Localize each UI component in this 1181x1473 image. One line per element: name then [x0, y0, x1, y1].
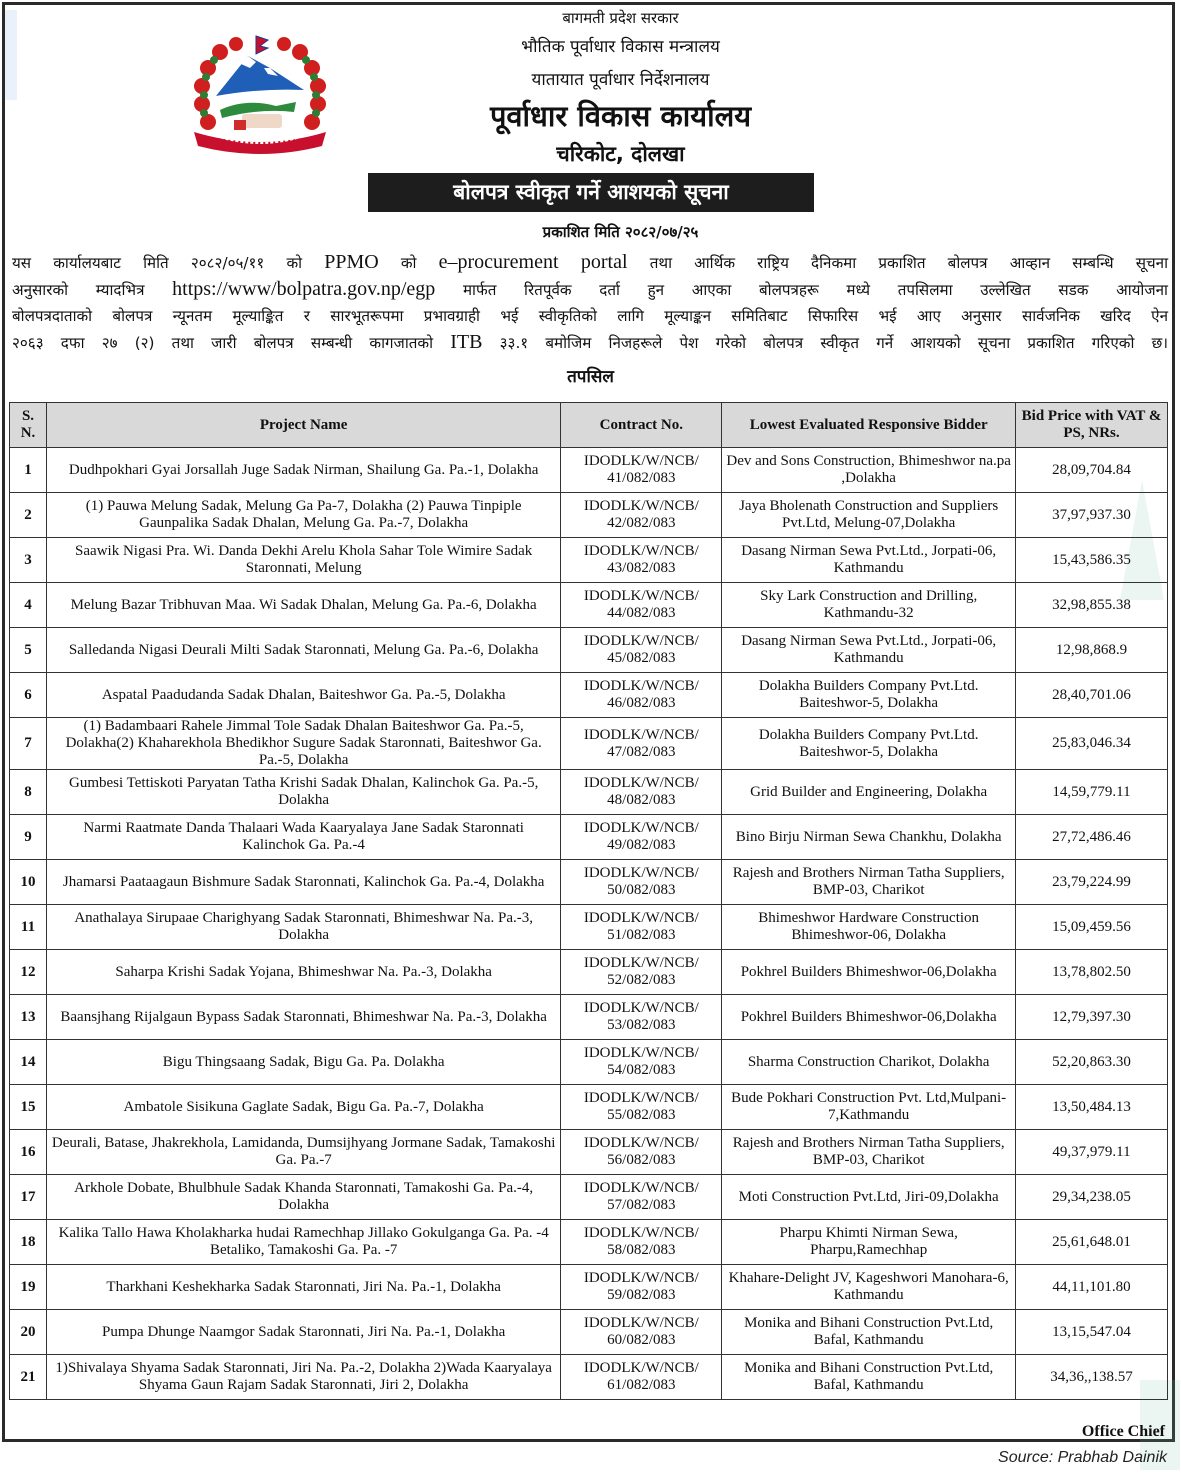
cell-contract: IDODLK/W/NCB/ 59/082/083: [561, 1265, 722, 1310]
table-row: [10, 583, 1168, 628]
cell-contract: IDODLK/W/NCB/ 47/082/083: [561, 718, 722, 770]
cell-contract: IDODLK/W/NCB/ 60/082/083: [561, 1310, 722, 1355]
cell-project: Ambatole Sisikuna Gaglate Sadak, Bigu Ga. Pa.-7, Dolakha: [46, 1085, 560, 1130]
cell-bidder: Bhimeshwor Hardware Construction Bhimeshwor-06, Dolakha: [722, 905, 1016, 950]
cell-contract: IDODLK/W/NCB/ 54/082/083: [561, 1040, 722, 1085]
section-title: तपसिल: [567, 367, 614, 387]
cell-contract: IDODLK/W/NCB/ 41/082/083: [561, 448, 722, 493]
intro-line-2: अनुसारको म्यादभित्र https://www/bolpatra.gov.np/egp मार्फत रितपूर्वक दर्ता हुन आएका बोलपत्रहरू मध्ये तपसिलमा उल्लेखित सडक आयोजना: [12, 278, 1168, 300]
table-row: [10, 995, 1168, 1040]
signature-office-chief: Office Chief: [1081, 1423, 1165, 1440]
cell-contract: IDODLK/W/NCB/ 58/082/083: [561, 1220, 722, 1265]
cell-contract: IDODLK/W/NCB/ 52/082/083: [561, 950, 722, 995]
cell-sn: 6: [10, 673, 47, 718]
cell-bidder: Rajesh and Brothers Nirman Tatha Suppliers, BMP-03, Charikot: [722, 1130, 1016, 1175]
cell-sn: 12: [10, 950, 47, 995]
table-row: [10, 448, 1168, 493]
cell-sn: 7: [10, 718, 47, 770]
cell-price: 29,34,238.05: [1016, 1175, 1168, 1220]
cell-contract: IDODLK/W/NCB/ 45/082/083: [561, 628, 722, 673]
cell-bidder: Pokhrel Builders Bhimeshwor-06,Dolakha: [722, 995, 1016, 1040]
cell-project: Jhamarsi Paataagaun Bishmure Sadak Staronnati, Kalinchok Ga. Pa.-4, Dolakha: [46, 860, 560, 905]
cell-price: 15,43,586.35: [1016, 538, 1168, 583]
cell-price: 13,78,802.50: [1016, 950, 1168, 995]
table-row: [10, 1310, 1168, 1355]
cell-sn: 17: [10, 1175, 47, 1220]
table-row: [10, 1040, 1168, 1085]
cell-bidder: Grid Builder and Engineering, Dolakha: [722, 770, 1016, 815]
cell-contract: IDODLK/W/NCB/ 53/082/083: [561, 995, 722, 1040]
cell-bidder: Dolakha Builders Company Pvt.Ltd. Baiteshwor-5, Dolakha: [722, 673, 1016, 718]
cell-price: 13,50,484.13: [1016, 1085, 1168, 1130]
cell-project: Bigu Thingsaang Sadak, Bigu Ga. Pa. Dolakha: [46, 1040, 560, 1085]
table-row: [10, 815, 1168, 860]
cell-project: Saawik Nigasi Pra. Wi. Danda Dekhi Arelu Khola Sahar Tole Wimire Sadak Staronnati, Melung: [46, 538, 560, 583]
cell-contract: IDODLK/W/NCB/ 49/082/083: [561, 815, 722, 860]
cell-price: 28,09,704.84: [1016, 448, 1168, 493]
cell-project: Tharkhani Keshekharka Sadak Staronnati, Jiri Na. Pa.-1, Dolakha: [46, 1265, 560, 1310]
cell-contract: IDODLK/W/NCB/ 61/082/083: [561, 1355, 722, 1400]
table-row: [10, 493, 1168, 538]
table-header-row: [10, 403, 1168, 448]
cell-price: 13,15,547.04: [1016, 1310, 1168, 1355]
table-row: [10, 718, 1168, 770]
published-date: प्रकाशित मिति २०८२/०७/२५: [542, 223, 699, 241]
table-row: [10, 1175, 1168, 1220]
cell-bidder: Pokhrel Builders Bhimeshwor-06,Dolakha: [722, 950, 1016, 995]
cell-price: 52,20,863.30: [1016, 1040, 1168, 1085]
cell-price: 15,09,459.56: [1016, 905, 1168, 950]
cell-sn: 5: [10, 628, 47, 673]
cell-bidder: Dasang Nirman Sewa Pvt.Ltd., Jorpati-06, Kathmandu: [722, 628, 1016, 673]
cell-contract: IDODLK/W/NCB/ 42/082/083: [561, 493, 722, 538]
cell-project: (1) Pauwa Melung Sadak, Melung Ga Pa-7, Dolakha (2) Pauwa Tinpiple Gaunpalika Sadak Dhalan, Melung Ga. Pa.-7, Dolakha: [46, 493, 560, 538]
cell-sn: 20: [10, 1310, 47, 1355]
cell-contract: IDODLK/W/NCB/ 57/082/083: [561, 1175, 722, 1220]
cell-sn: 19: [10, 1265, 47, 1310]
cell-price: 32,98,855.38: [1016, 583, 1168, 628]
cell-project: Saharpa Krishi Sadak Yojana, Bhimeshwar Na. Pa.-3, Dolakha: [46, 950, 560, 995]
cell-project: Kalika Tallo Hawa Kholakharka hudai Ramechhap Jillako Gokulganga Ga. Pa. -4 Betaliko, Tamakoshi Ga. Pa. -7: [46, 1220, 560, 1265]
cell-price: 37,97,937.30: [1016, 493, 1168, 538]
source-credit: Source: Prabhab Dainik: [998, 1449, 1167, 1466]
cell-project: Arkhole Dobate, Bhulbhule Sadak Khanda Staronnati, Tamakoshi Ga. Pa.-4, Dolakha: [46, 1175, 560, 1220]
cell-bidder: Monika and Bihani Construction Pvt.Ltd, Bafal, Kathmandu: [722, 1310, 1016, 1355]
cell-project: (1) Badambaari Rahele Jimmal Tole Sadak Dhalan Baiteshwor Ga. Pa.-5, Dolakha(2) Khaharekhola Bhedikhor Sugure Sadak Staronnati, Baiteshwor Ga. Pa.-5, Dolakha: [46, 718, 560, 770]
cell-price: 12,98,868.9: [1016, 628, 1168, 673]
cell-price: 49,37,979.11: [1016, 1130, 1168, 1175]
cell-project: Salledanda Nigasi Deurali Milti Sadak Staronnati, Melung Ga. Pa.-6, Dolakha: [46, 628, 560, 673]
cell-bidder: Sky Lark Construction and Drilling, Kathmandu-32: [722, 583, 1016, 628]
cell-sn: 3: [10, 538, 47, 583]
table-row: [10, 860, 1168, 905]
cell-contract: IDODLK/W/NCB/ 46/082/083: [561, 673, 722, 718]
cell-project: Aspatal Paadudanda Sadak Dhalan, Baiteshwor Ga. Pa.-5, Dolakha: [46, 673, 560, 718]
cell-sn: 8: [10, 770, 47, 815]
cell-sn: 4: [10, 583, 47, 628]
cell-contract: IDODLK/W/NCB/ 55/082/083: [561, 1085, 722, 1130]
table-row: [10, 1085, 1168, 1130]
cell-bidder: Monika and Bihani Construction Pvt.Ltd, Bafal, Kathmandu: [722, 1355, 1016, 1400]
cell-contract: IDODLK/W/NCB/ 43/082/083: [561, 538, 722, 583]
table-row: [10, 628, 1168, 673]
table-row: [10, 770, 1168, 815]
cell-project: Anathalaya Sirupaae Charighyang Sadak Staronnati, Bhimeshwar Na. Pa.-3, Dolakha: [46, 905, 560, 950]
table-row: [10, 905, 1168, 950]
province-government: बागमती प्रदेश सरकार: [562, 9, 679, 27]
cell-price: 44,11,101.80: [1016, 1265, 1168, 1310]
cell-project: Dudhpokhari Gyai Jorsallah Juge Sadak Nirman, Shailung Ga. Pa.-1, Dolakha: [46, 448, 560, 493]
cell-bidder: Dasang Nirman Sewa Pvt.Ltd., Jorpati-06, Kathmandu: [722, 538, 1016, 583]
cell-bidder: Dolakha Builders Company Pvt.Ltd. Baiteshwor-5, Dolakha: [722, 718, 1016, 770]
table-row: [10, 1220, 1168, 1265]
cell-bidder: Pharpu Khimti Nirman Sewa, Pharpu,Ramechhap: [722, 1220, 1016, 1265]
cell-sn: 11: [10, 905, 47, 950]
office-location: चरिकोट, दोलखा: [556, 142, 685, 166]
table-row: [10, 1130, 1168, 1175]
cell-price: 25,61,648.01: [1016, 1220, 1168, 1265]
cell-price: 28,40,701.06: [1016, 673, 1168, 718]
intro-line-4: २०६३ दफा २७ (२) तथा जारी बोलपत्र सम्बन्धी कागजातको ITB ३३.१ बमोजिम निजहरूले पेश गरेको बोलपत्र स्वीकृत गर्ने आशयको सूचना प्रकाशित गरिएको छ।: [12, 331, 1168, 353]
egp-link: https://www/bolpatra.gov.np/egp: [172, 278, 436, 300]
cell-price: 14,59,779.11: [1016, 770, 1168, 815]
header-contract: Contract No.: [561, 403, 722, 448]
cell-contract: IDODLK/W/NCB/ 56/082/083: [561, 1130, 722, 1175]
cell-price: 12,79,397.30: [1016, 995, 1168, 1040]
office-name: पूर्वाधार विकास कार्यालय: [489, 99, 752, 133]
cell-bidder: Dev and Sons Construction, Bhimeshwor na.pa ,Dolakha: [722, 448, 1016, 493]
cell-price: 34,36,,138.57: [1016, 1355, 1168, 1400]
intro-line-1: यस कार्यालयबाट मिति २०८२/०५/११ को PPMO को e–procurement portal तथा आर्थिक राष्ट्रिय दैनिकमा प्रकाशित बोलपत्र आव्हान सम्बन्धि सूचना: [12, 251, 1169, 273]
notice-title-banner: बोलपत्र स्वीकृत गर्ने आशयको सूचना: [368, 173, 814, 212]
intro-paragraph: [12, 249, 1168, 356]
cell-project: Gumbesi Tettiskoti Paryatan Tatha Krishi Sadak Dhalan, Kalinchok Ga. Pa.-5, Dolakha: [46, 770, 560, 815]
cell-project: 1)Shivalaya Shyama Sadak Staronnati, Jiri Na. Pa.-2, Dolakha 2)Wada Kaaryalaya Shyama Gaun Rajam Sadak Staronnati, Jiri 2, Dolakha: [46, 1355, 560, 1400]
cell-sn: 21: [10, 1355, 47, 1400]
cell-price: 23,79,224.99: [1016, 860, 1168, 905]
cell-project: Deurali, Batase, Jhakrekhola, Lamidanda, Dumsijhyang Jormane Sadak, Tamakoshi Ga. Pa.-7: [46, 1130, 560, 1175]
cell-bidder: Sharma Construction Charikot, Dolakha: [722, 1040, 1016, 1085]
cell-price: 25,83,046.34: [1016, 718, 1168, 770]
cell-sn: 14: [10, 1040, 47, 1085]
cell-contract: IDODLK/W/NCB/ 44/082/083: [561, 583, 722, 628]
cell-bidder: Jaya Bholenath Construction and Suppliers Pvt.Ltd, Melung-07,Dolakha: [722, 493, 1016, 538]
cell-sn: 16: [10, 1130, 47, 1175]
cell-contract: IDODLK/W/NCB/ 51/082/083: [561, 905, 722, 950]
table-row: [10, 1355, 1168, 1400]
cell-sn: 18: [10, 1220, 47, 1265]
cell-sn: 9: [10, 815, 47, 860]
table-row: [10, 1265, 1168, 1310]
table-row: [10, 538, 1168, 583]
intro-line-3: बोलपत्रदाताको बोलपत्र न्यूनतम मूल्याङ्कित र सारभूतरूपमा प्रभावग्राही भई स्वीकृतिको लागि मूल्याङ्कन समितिबाट सिफारिस भई आए अनुसार सार्वजनिक खरिद ऐन: [12, 307, 1168, 325]
cell-project: Baansjhang Rijalgaun Bypass Sadak Staronnati, Bhimeshwar Na. Pa.-3, Dolakha: [46, 995, 560, 1040]
cell-sn: 10: [10, 860, 47, 905]
directorate-name: यातायात पूर्वाधार निर्देशनालय: [531, 70, 710, 90]
bid-acceptance-table: [9, 402, 1168, 1400]
header-bidder: Lowest Evaluated Responsive Bidder: [722, 403, 1016, 448]
cell-contract: IDODLK/W/NCB/ 50/082/083: [561, 860, 722, 905]
cell-sn: 2: [10, 493, 47, 538]
table-row: [10, 950, 1168, 995]
cell-project: Pumpa Dhunge Naamgor Sadak Staronnati, Jiri Na. Pa.-1, Dolakha: [46, 1310, 560, 1355]
cell-bidder: Khahare-Delight JV, Kageshwori Manohara-6, Kathmandu: [722, 1265, 1016, 1310]
cell-sn: 15: [10, 1085, 47, 1130]
cell-bidder: Rajesh and Brothers Nirman Tatha Suppliers, BMP-03, Charikot: [722, 860, 1016, 905]
table-row: [10, 673, 1168, 718]
cell-project: Narmi Raatmate Danda Thalaari Wada Kaaryalaya Jane Sadak Staronnati Kalinchok Ga. Pa.-4: [46, 815, 560, 860]
cell-bidder: Bude Pokhari Construction Pvt. Ltd,Mulpani-7,Kathmandu: [722, 1085, 1016, 1130]
header-sn: S. N.: [10, 403, 47, 448]
cell-sn: 1: [10, 448, 47, 493]
header-project: Project Name: [46, 403, 560, 448]
cell-price: 27,72,486.46: [1016, 815, 1168, 860]
cell-sn: 13: [10, 995, 47, 1040]
cell-project: Melung Bazar Tribhuvan Maa. Wi Sadak Dhalan, Melung Ga. Pa.-6, Dolakha: [46, 583, 560, 628]
header-price: Bid Price with VAT & PS, NRs.: [1016, 403, 1168, 448]
table-body: [10, 448, 1168, 1400]
cell-contract: IDODLK/W/NCB/ 48/082/083: [561, 770, 722, 815]
ministry-name: भौतिक पूर्वाधार विकास मन्त्रालय: [521, 37, 720, 57]
cell-bidder: Moti Construction Pvt.Ltd, Jiri-09,Dolakha: [722, 1175, 1016, 1220]
cell-bidder: Bino Birju Nirman Sewa Chankhu, Dolakha: [722, 815, 1016, 860]
